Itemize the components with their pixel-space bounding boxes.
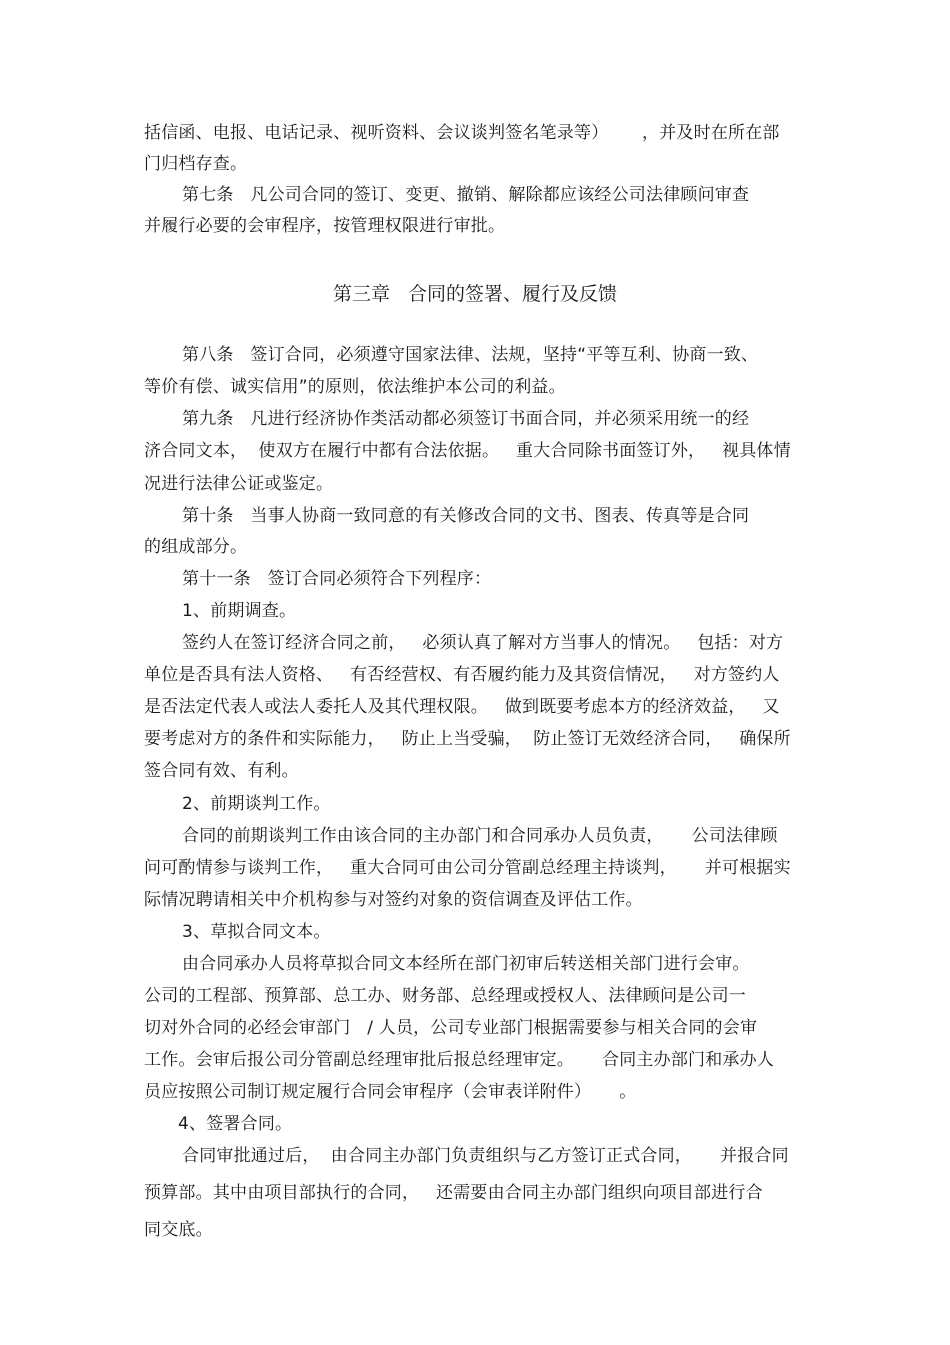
article-10-line: 第十条 当事人协商一致同意的有关修改合同的文书、图表、传真等是合同: [182, 506, 750, 526]
text-line: 同交底。: [144, 1220, 213, 1240]
article-11-line: 第十一条 签订合同必须符合下列程序：: [182, 569, 492, 589]
text-line: 合同审批通过后， 由合同主办部门负责组织与乙方签订正式合同， 并报合同: [182, 1146, 789, 1166]
text-line: 括信函、电报、电话记录、视听资料、会议谈判签名笔录等） ，并及时在所在部: [144, 123, 780, 143]
text-line: 问可酌情参与谈判工作， 重大合同可由公司分管副总经理主持谈判， 并可根据实: [144, 858, 791, 878]
text-line: 签合同有效、有利。: [144, 761, 299, 781]
step-2-heading: 2、前期谈判工作。: [182, 794, 331, 814]
text-line: 预算部。其中由项目部执行的合同， 还需要由合同主办部门组织向项目部进行合: [144, 1183, 763, 1203]
text-line: 员应按照公司制订规定履行合同会审程序（会审表详附件） 。: [144, 1082, 637, 1102]
text-line: 的组成部分。: [144, 537, 248, 557]
text-line: 等价有偿、诚实信用”的原则，依法维护本公司的利益。: [144, 377, 566, 397]
article-9-line: 第九条 凡进行经济协作类活动都必须签订书面合同，并必须采用统一的经: [182, 409, 750, 429]
text-line: 切对外合同的必经会审部门 / 人员，公司专业部门根据需要参与相关合同的会审: [144, 1018, 758, 1038]
text-line: 工作。会审后报公司分管副总经理审批后报总经理审定。 合同主办部门和承办人: [144, 1050, 775, 1070]
text-line: 济合同文本， 使双方在履行中都有合法依据。 重大合同除书面签订外， 视具体情: [144, 441, 791, 461]
step-4-heading: 4、签署合同。: [178, 1114, 293, 1134]
chapter-title: 第三章 合同的签署、履行及反馈: [332, 283, 618, 305]
text-line: 况进行法律公证或鉴定。: [144, 474, 334, 494]
text-line: 并履行必要的会审程序，按管理权限进行审批。: [144, 216, 506, 236]
article-7-line: 第七条 凡公司合同的签订、变更、撤销、解除都应该经公司法律顾问审查: [182, 185, 750, 205]
text-line: 是否法定代表人或法人委托人及其代理权限。 做到既要考虑本方的经济效益， 又: [144, 697, 780, 717]
text-line: 合同的前期谈判工作由该合同的主办部门和合同承办人员负责， 公司法律顾: [182, 826, 778, 846]
text-line: 单位是否具有法人资格、 有否经营权、有否履约能力及其资信情况， 对方签约人: [144, 665, 780, 685]
step-1-heading: 1、前期调查。: [182, 601, 297, 621]
article-8-line: 第八条 签订合同，必须遵守国家法律、法规，坚持“平等互利、协商一致、: [182, 345, 759, 365]
text-line: 际情况聘请相关中介机构参与对签约对象的资信调查及评估工作。: [144, 890, 643, 910]
text-line: 要考虑对方的条件和实际能力， 防止上当受骗， 防止签订无效经济合同， 确保所: [144, 729, 791, 749]
text-line: 公司的工程部、预算部、总工办、财务部、总经理或授权人、法律顾问是公司一: [144, 986, 746, 1006]
text-line: 由合同承办人员将草拟合同文本经所在部门初审后转送相关部门进行会审。: [182, 954, 750, 974]
text-line: 门归档存查。: [144, 154, 248, 174]
text-line: 签约人在签订经济合同之前， 必须认真了解对方当事人的情况。 包括：对方: [182, 633, 784, 653]
step-3-heading: 3、草拟合同文本。: [182, 922, 331, 942]
